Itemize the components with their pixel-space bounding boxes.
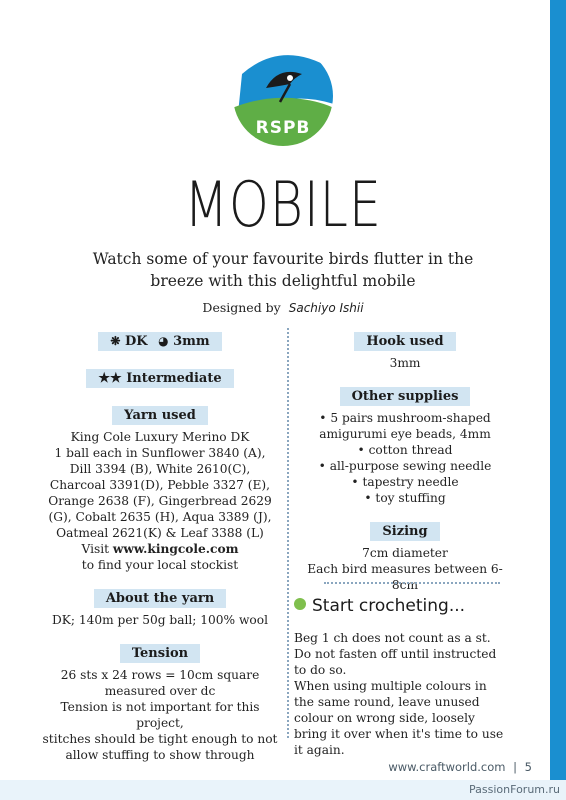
footer-separator: | xyxy=(513,760,518,774)
section-separator xyxy=(324,582,500,584)
subtitle-line: Watch some of your favourite birds flutter in the xyxy=(92,250,474,268)
hook-used-heading: Hook used xyxy=(354,332,455,351)
rspb-logo-text: RSPB xyxy=(255,118,311,138)
instruction-paragraph: Do not fasten off until instructed to do so. xyxy=(294,647,497,677)
designed-by-label: Designed by xyxy=(202,300,281,315)
tension-line: stitches should be tight enough to not xyxy=(42,732,278,746)
subtitle xyxy=(0,248,566,292)
instruction-paragraph: Beg 1 ch does not count as a st. xyxy=(294,631,491,645)
column-divider xyxy=(287,328,289,738)
sizing-line: Each bird measures between 6-8cm xyxy=(307,562,503,592)
yarn-weight: DK xyxy=(124,334,148,349)
yarn-line: Orange 2638 (F), Gingerbread 2629 xyxy=(48,494,272,508)
supply-item: • all-purpose sewing needle xyxy=(318,459,492,473)
hook-icon: ◕ xyxy=(158,334,169,348)
watermark: PassionForum.ru xyxy=(469,783,560,796)
weight-hook-badge xyxy=(98,332,221,351)
supply-item: • toy stuffing xyxy=(364,491,446,505)
subtitle-line: breeze with this delightful mobile xyxy=(150,272,416,290)
right-edge-bar xyxy=(550,0,566,780)
designer-credit xyxy=(0,300,566,315)
stockist-line: to find your local stockist xyxy=(81,558,239,572)
supply-item: • 5 pairs mushroom-shaped xyxy=(319,411,491,425)
skill-level-badge xyxy=(86,369,233,388)
sizing-text xyxy=(296,545,514,593)
yarn-line: Charcoal 3391(D), Pebble 3327 (E), xyxy=(49,478,271,492)
right-column xyxy=(296,330,514,593)
skill-stars-icon: ★★ xyxy=(98,371,122,386)
sizing-line: 7cm diameter xyxy=(362,546,448,560)
start-instructions xyxy=(294,630,508,758)
tension-line: 26 sts x 24 rows = 10cm square xyxy=(60,668,260,682)
yarn-line: (G), Cobalt 2635 (H), Aqua 3389 (J), xyxy=(48,510,272,524)
start-crocheting-heading xyxy=(294,596,465,616)
kingcole-link[interactable]: www.kingcole.com xyxy=(112,542,239,556)
sizing-heading: Sizing xyxy=(370,522,439,541)
instruction-paragraph: When using multiple colours in the same round, leave unused colour on wrong side, loosely bring it over when it's time to use it again. xyxy=(294,679,504,757)
skill-level-label: Intermediate xyxy=(126,371,222,386)
start-heading-text: Start crocheting... xyxy=(312,596,466,616)
tension-line: Tension is not important for this project, xyxy=(60,700,260,730)
visit-prefix: Visit xyxy=(81,542,110,556)
about-yarn-text: DK; 140m per 50g ball; 100% wool xyxy=(51,613,268,627)
tension-heading: Tension xyxy=(120,644,200,663)
supply-item: • tapestry needle xyxy=(351,475,459,489)
other-supplies-heading: Other supplies xyxy=(340,387,471,406)
yarn-used-heading: Yarn used xyxy=(112,406,208,425)
about-yarn-heading: About the yarn xyxy=(94,589,226,608)
yarn-ball-icon: ❋ xyxy=(110,334,121,348)
left-column xyxy=(40,330,280,763)
yarn-ball-icon xyxy=(294,598,306,610)
other-supplies-list xyxy=(296,410,514,506)
tension-details xyxy=(40,667,280,763)
supply-item: • cotton thread xyxy=(357,443,453,457)
page-title: MOBILE xyxy=(184,168,382,241)
yarn-line: Dill 3394 (B), White 2610(C), xyxy=(69,462,251,476)
yarn-line: Oatmeal 2621(K) & Leaf 3388 (L) xyxy=(56,526,264,540)
page-number: 5 xyxy=(524,760,532,774)
footer-site[interactable]: www.craftworld.com xyxy=(388,760,506,774)
rspb-logo xyxy=(232,44,334,148)
supply-item: amigurumi eye beads, 4mm xyxy=(319,427,491,441)
bottom-strip xyxy=(0,780,566,800)
yarn-line: 1 ball each in Sunflower 3840 (A), xyxy=(54,446,266,460)
tension-line: allow stuffing to show through xyxy=(65,748,255,762)
visit-line xyxy=(40,541,280,557)
hook-used-text: 3mm xyxy=(389,356,421,370)
tension-line: measured over dc xyxy=(104,684,216,698)
hook-size: 3mm xyxy=(173,334,210,349)
yarn-used-details xyxy=(40,429,280,573)
designer-name: Sachiyo Ishii xyxy=(288,301,364,315)
page-footer xyxy=(388,760,532,774)
yarn-line: King Cole Luxury Merino DK xyxy=(70,430,250,444)
